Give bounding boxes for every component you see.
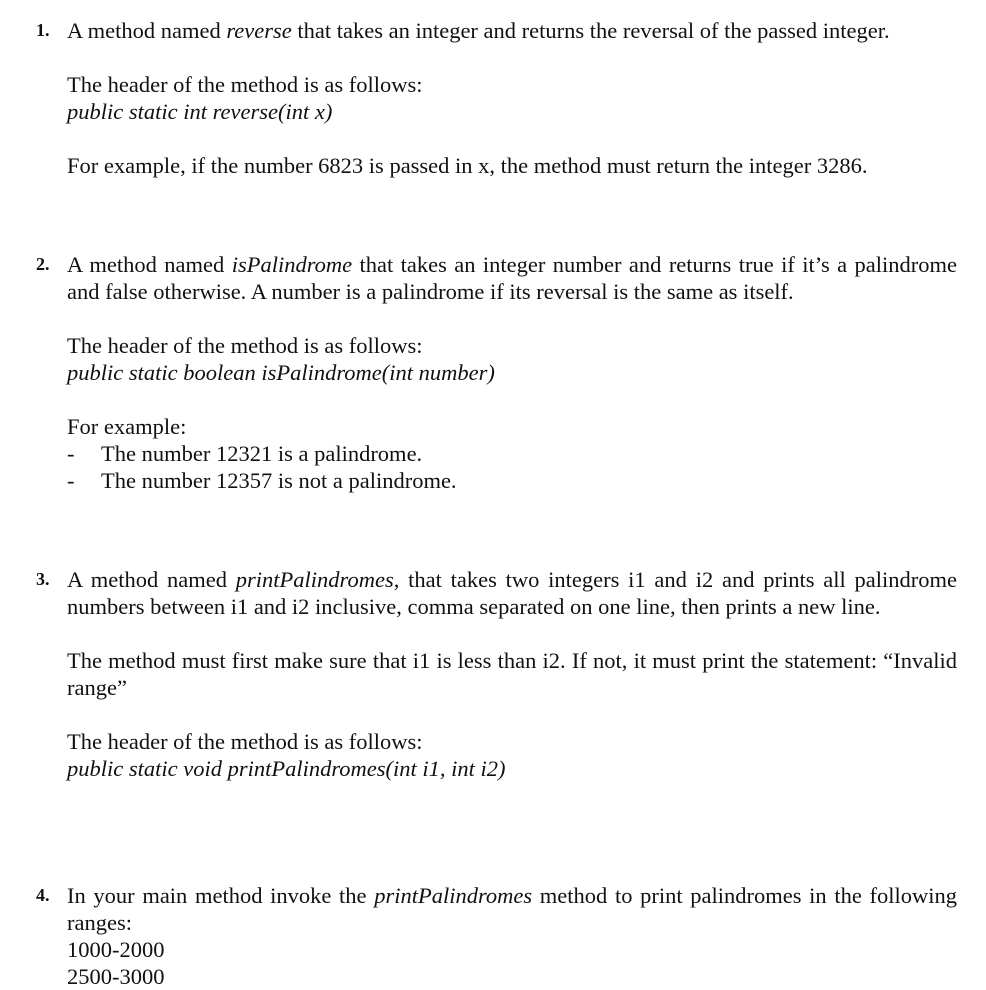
header-label: The header of the method is as follows: — [67, 729, 423, 754]
example-label: For example: — [67, 414, 187, 439]
item-description: A method named reverse that takes an integer and returns the reversal of the passed integer. — [67, 18, 890, 43]
header-label: The header of the method is as follows: — [67, 72, 423, 97]
method-name: printPalindromes — [235, 567, 394, 592]
item-description: A method named isPalindrome that takes an integer number and returns true if it’s a palindrome and false otherwise. A number is a palindrome if its reversal is the same as itself. — [67, 252, 957, 304]
item-number: 1. — [36, 20, 50, 40]
range-value: 1000-2000 — [67, 937, 165, 962]
item-content — [67, 251, 957, 494]
example-bullet: - The number 12357 is not a palindrome. — [67, 468, 457, 493]
item-content — [67, 882, 957, 990]
item-number: 2. — [36, 254, 50, 274]
example-bullet: - The number 12321 is a palindrome. — [67, 441, 423, 466]
method-name: isPalindrome — [231, 252, 353, 277]
item-number: 4. — [36, 885, 50, 905]
item-content — [67, 566, 957, 782]
method-name: reverse — [226, 18, 292, 43]
header-label: The header of the method is as follows: — [67, 333, 423, 358]
method-signature: public static boolean isPalindrome(int number) — [67, 360, 495, 385]
range-value: 2500-3000 — [67, 964, 165, 989]
item-content — [67, 17, 957, 179]
item-number: 3. — [36, 569, 50, 589]
range-check-text: The method must first make sure that i1 is less than i2. If not, it must print the statement: “Invalid range” — [67, 648, 957, 700]
item-description: In your main method invoke the printPalindromes method to print palindromes in the following ranges: — [67, 883, 957, 935]
method-signature: public static int reverse(int x) — [67, 99, 333, 124]
example-text: For example, if the number 6823 is passed in x, the method must return the integer 3286. — [67, 153, 868, 178]
method-signature: public static void printPalindromes(int i1, int i2) — [67, 756, 506, 781]
item-description: A method named printPalindromes, that takes two integers i1 and i2 and prints all palindrome numbers between i1 and i2 inclusive, comma separated on one line, then prints a new line. — [67, 567, 957, 619]
method-name: printPalindromes — [374, 883, 533, 908]
